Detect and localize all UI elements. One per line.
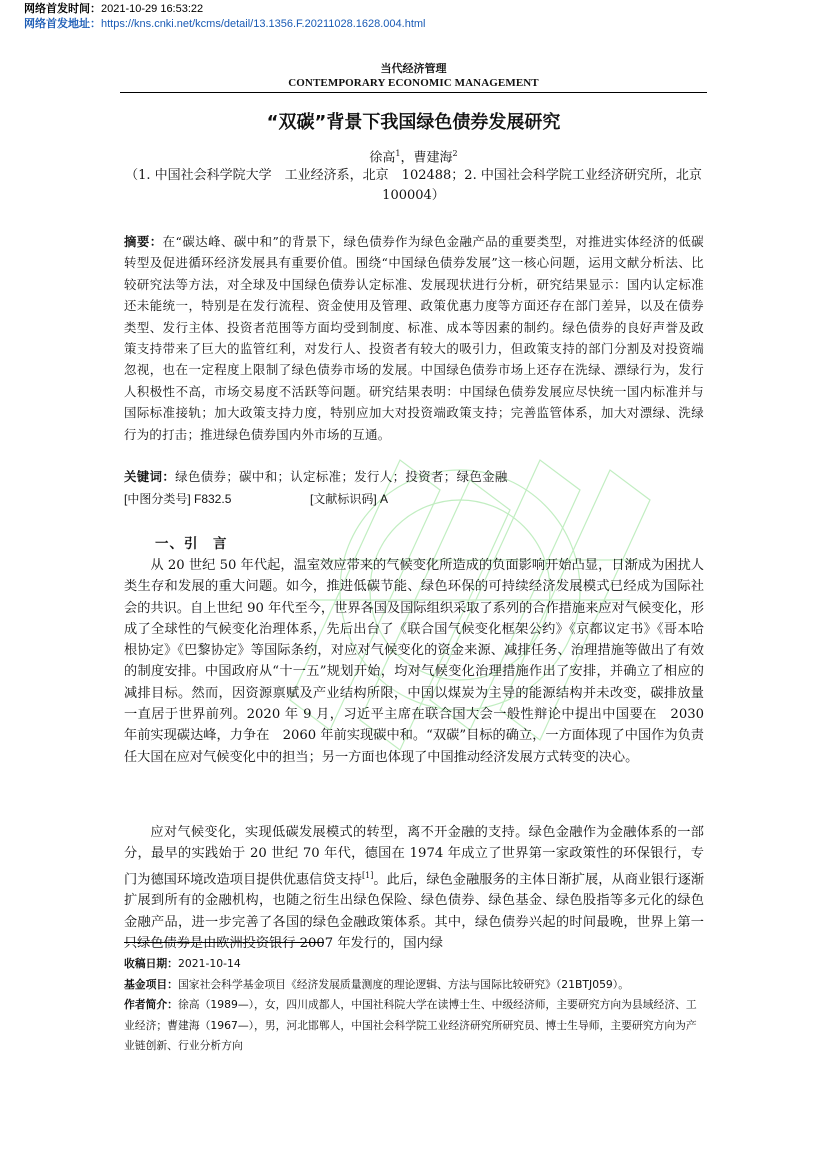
footnote-received: 收稿日期：2021-10-14 — [124, 957, 241, 970]
publication-url[interactable]: 网络首发地址：https://kns.cnki.net/kcms/detail/13.1356.F.20211028.1628.004.html — [24, 18, 426, 30]
keywords-label: 关键词： — [124, 469, 176, 484]
body-paragraph: 应对气候变化，实现低碳发展模式的转型，离不开金融的支持。绿色金融作为金融体系的一部分，最早的实践始于 20 世纪 70 年代，德国在 1974 年成立了世界第一家政策性的环保银行，专门为德国环境改造项目提供优惠信贷支持[1]。此后，绿色金融服务的主体日渐扩展，从商业银行逐渐扩展到所有的金融机构，也随之衍生出绿色保险、绿色债券、绿色基金、绿色股指等多元化的绿色金融产品，进一步完善了各国的绿色金融政策体系。其中，绿色债券兴起的时间最晚，世界上第一只绿色债券是由欧洲投资银行 2007 年发行的，国内绿 — [124, 825, 705, 951]
journal-header — [120, 62, 707, 90]
online-publication-info — [24, 2, 426, 32]
author-affil-mark: 1 — [395, 149, 401, 158]
publication-time: 网络首发时间：2021-10-29 16:53:22 — [24, 3, 204, 15]
author-line: 徐高$^1$，曹建海$^2$ — [369, 149, 458, 166]
keywords-text: 绿色债券；碳中和；认定标准；发行人；投资者；绿色金融 — [175, 469, 508, 484]
footnote-author-bio: 作者简介：徐高（1989—），女，四川成都人，中国社科院大学在读博士生、中级经济师，主要研究方向为县域经济、工业经济；曹建海（1967—），男，河北邯郸人，中国社会科学院工业经济研究所研究员、博士生导师，主要研究方向为产业链创新、行业分析方向 — [124, 998, 697, 1052]
author-name: 曹建海 — [413, 150, 453, 166]
article-title: “双碳”背景下我国绿色债券发展研究 — [266, 112, 561, 133]
keywords — [124, 467, 704, 487]
publication-url-link[interactable]: https://kns.cnki.net/kcms/detail/13.1356.F.20211028.1628.004.html — [101, 18, 426, 30]
document-code: [文献标识码] A — [310, 492, 389, 506]
abstract — [124, 231, 704, 445]
abstract-text: 在“碳达峰、碳中和”的背景下，绿色债券作为绿色金融产品的重要类型，对推进实体经济的低碳转型及促进循环经济发展具有重要价值。围绕“中国绿色债券发展”这一核心问题，运用文献分析法、比较研究法等方法，对全球及中国绿色债券认定标准、发展现状进行分析，研究结果显示：国内认定标准还未能统一，特别是在发行流程、资金使用及管理、政策优惠力度等方面还存在部门差异，以及在债券类型、发行主体、投资者范围等方面均受到制度、标准、成本等因素的制约。绿色债券的良好声誉及政策支持带来了巨大的监管红利，对发行人、投资者有较大的吸引力，但政策支持的部门分割及对投资端忽视，也在一定程度上限制了绿色债券市场的发展。中国绿色债券市场上还存在洗绿、漂绿行为，发行人积极性不高，市场交易度不活跃等问题。研究结果表明：中国绿色债券发展应尽快统一国内标准并与国际标准接轨；加大政策支持力度，特别应加大对投资端政策支持；完善监管体系，加大对漂绿、洗绿行为的打击；推进绿色债券国内外市场的互通。 — [124, 234, 704, 442]
abstract-label: 摘要： — [124, 234, 163, 249]
footnote-rule — [124, 942, 324, 943]
author-name: 徐高 — [369, 150, 396, 166]
footnote-fund: 基金项目：国家社会科学基金项目《经济发展质量测度的理论逻辑、方法与国际比较研究》（21BTJ059）。 — [124, 977, 629, 991]
body-paragraph: 从 20 世纪 50 年代起，温室效应带来的气候变化所造成的负面影响开始凸显，日渐成为困扰人类生存和发展的重大问题。如今，推进低碳节能、绿色环保的可持续经济发展模式已经成为国际社会的共识。自上世纪 90 年代至今，世界各国及国际组织采取了系列的合作措施来应对气候变化，形成了全球性的气候变化治理体系，先后出台了《联合国气候变化框架公约》《京都议定书》《哥本哈根协定》《巴黎协定》等国际条约，对应对气候变化的资金来源、减排任务、治理措施等做出了有效的制度安排。中国政府从“十一五”规划开始，均对气候变化治理措施作出了安排，并确立了相应的减排目标。然而，因资源禀赋及产业结构所限，中国以煤炭为主导的能源结构并未改变，碳排放量一直居于世界前列。2020 年 9 月，习近平主席在联合国大会一般性辩论中提出中国要在 2030 年前实现碳达峰，力争在 2060 年前实现碳中和。“双碳”目标的确立，一方面体现了中国作为负责任大国在应对气候变化中的担当；另一方面也体现了中国推动经济发展方式转变的决心。 — [124, 558, 718, 765]
clc-number: [中图分类号] F832.5 — [124, 492, 232, 506]
author-affil-mark: 2 — [452, 149, 458, 158]
affiliations: （1. 中国社会科学院大学 工业经济系，北京 102488；2. 中国社会科学院工业经济研究所，北京 100004） — [125, 168, 715, 203]
journal-name-en: CONTEMPORARY ECONOMIC MANAGEMENT — [288, 77, 539, 89]
section-heading: 一、引 言 — [155, 536, 228, 552]
citation-ref[interactable]: [1] — [362, 870, 374, 880]
footnotes — [124, 954, 704, 1057]
journal-name-cn: 当代经济管理 — [380, 62, 447, 75]
header-rule — [120, 92, 707, 93]
